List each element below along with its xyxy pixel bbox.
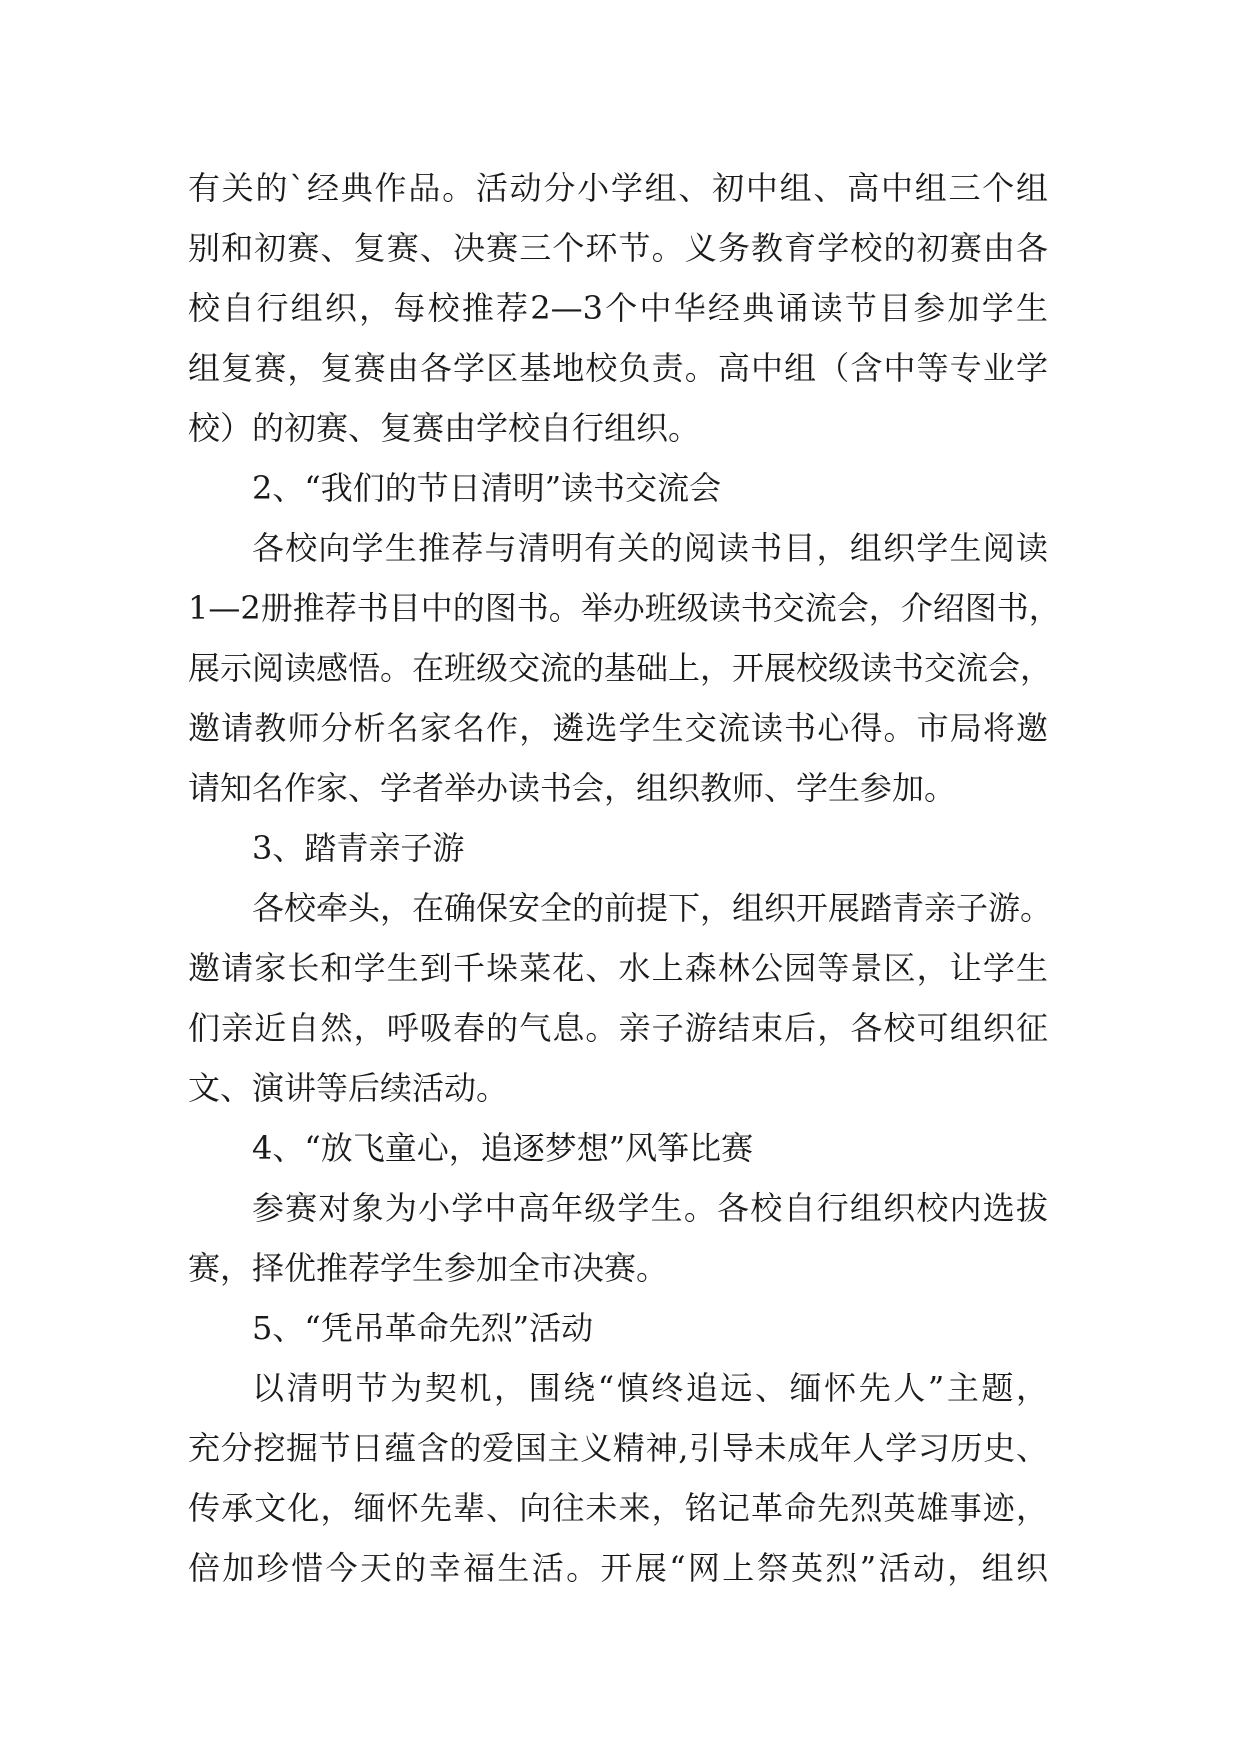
text-line: 展示阅读感悟。在班级交流的基础上，开展校级读书交流会， — [188, 649, 1053, 687]
text-line: 们亲近自然，呼吸春的气息。亲子游结束后，各校可组织征 — [188, 1009, 1048, 1047]
section-heading: 2、“我们的节日清明”读书交流会 — [252, 469, 722, 507]
text-line: 校自行组织，每校推荐2—3个中华经典诵读节目参加学生 — [188, 289, 1048, 327]
text-line: 以清明节为契机，围绕“慎终追远、缅怀先人”主题， — [252, 1369, 1048, 1407]
text-line: 传承文化，缅怀先辈、向往未来，铭记革命先烈英雄事迹， — [188, 1489, 1048, 1527]
text-line: 赛，择优推荐学生参加全市决赛。 — [188, 1249, 669, 1287]
text-line: 文、演讲等后续活动。 — [188, 1069, 509, 1107]
text-line: 倍加珍惜今天的幸福生活。开展“网上祭英烈”活动，组织 — [188, 1549, 1048, 1587]
text-line: 请知名作家、学者举办读书会，组织教师、学生参加。 — [188, 769, 957, 807]
text-line: 有关的`经典作品。活动分小学组、初中组、高中组三个组 — [188, 169, 1048, 207]
section-heading: 5、“凭吊革命先烈”活动 — [252, 1309, 594, 1347]
section-heading: 3、踏青亲子游 — [252, 829, 465, 867]
text-line: 各校牵头，在确保安全的前提下，组织开展踏青亲子游。 — [252, 889, 1053, 927]
text-line: 组复赛，复赛由各学区基地校负责。高中组（含中等专业学 — [188, 349, 1048, 387]
text-line: 别和初赛、复赛、决赛三个环节。义务教育学校的初赛由各 — [188, 229, 1048, 267]
text-line: 邀请家长和学生到千垛菜花、水上森林公园等景区，让学生 — [188, 949, 1048, 987]
text-line: 校）的初赛、复赛由学校自行组织。 — [188, 409, 701, 447]
text-line: 各校向学生推荐与清明有关的阅读书目，组织学生阅读 — [252, 529, 1048, 567]
text-line: 充分挖掘节日蕴含的爱国主义精神,引导未成年人学习历史、 — [188, 1429, 1048, 1467]
text-line: 邀请教师分析名家名作，遴选学生交流读书心得。市局将邀 — [188, 709, 1048, 747]
text-line: 参赛对象为小学中高年级学生。各校自行组织校内选拔 — [252, 1189, 1048, 1227]
text-line: 1—2册推荐书目中的图书。举办班级读书交流会，介绍图书， — [188, 589, 1061, 627]
section-heading: 4、“放飞童心，追逐梦想”风筝比赛 — [252, 1129, 754, 1167]
document-page — [188, 158, 1061, 1598]
